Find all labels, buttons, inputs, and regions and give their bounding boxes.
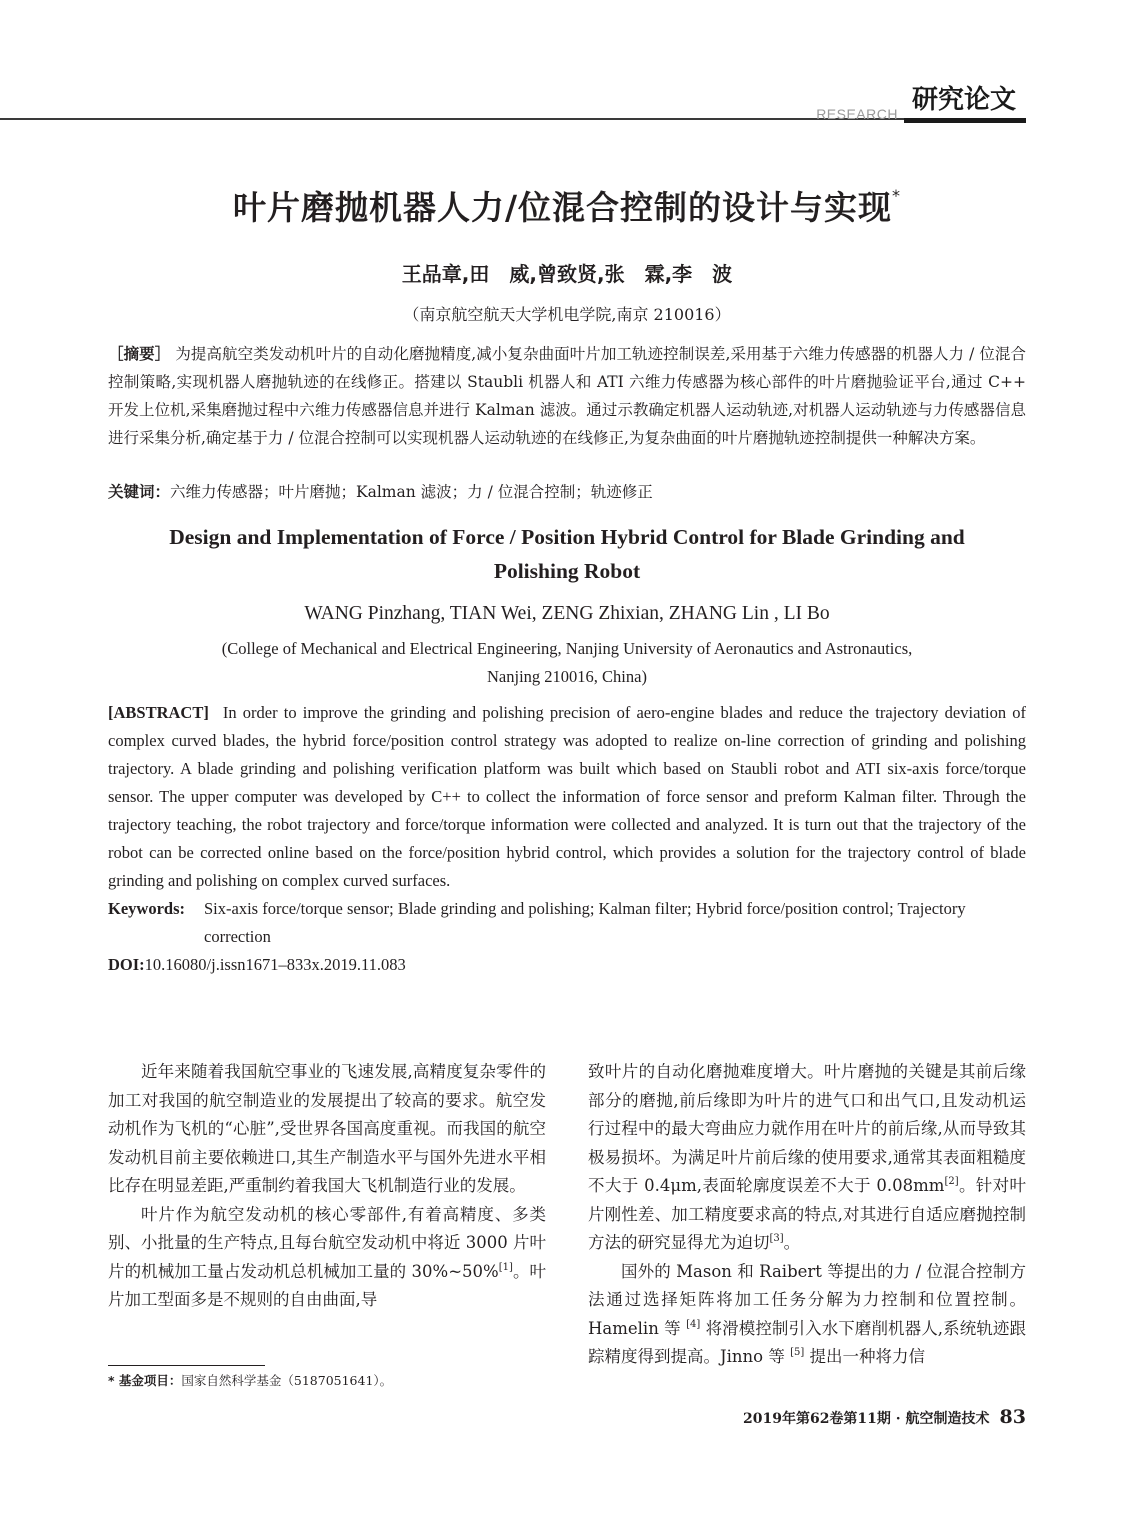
title-en-line2: Polishing Robot	[493, 559, 641, 583]
body-paragraph	[588, 1258, 1026, 1372]
footnote-rule	[108, 1365, 265, 1366]
abstract-en-text: In order to improve the grinding and polishing precision of aero-engine blades and reduce the trajectory deviation of complex curved blades, the hybrid force/position control strategy was adopted to realize on-line correction of grinding and polishing trajectory. A blade grinding and polishing verification platform was built which based on Staubli robot and ATI six-axis force/torque sensor. The upper computer was developed by C++ to collect the information of force sensor and preform Kalman filter. Through the trajectory teaching, the robot trajectory and force/torque information were collected and analyzed. It is turn out that the trajectory of the robot can be corrected online based on the force/position hybrid control, which provides a solution for the trajectory control of blade grinding and polishing on complex curved surfaces.	[108, 703, 1026, 890]
text-run: 致叶片的自动化磨抛难度增大。叶片磨抛的关键是其前后缘部分的磨抛,前后缘即为叶片的进气口和出气口,且发动机运行过程中的最大弯曲应力就作用在叶片的前后缘,从而导致其极易损坏。为满足叶片前后缘的使用要求,通常其表面粗糙度不大于 0.4μm,表面轮廓度误差不大于 0.08mm	[588, 1062, 1026, 1195]
affiliation-cn: （南京航空航天大学机电学院,南京 210016）	[403, 305, 731, 324]
page-footer	[743, 1406, 1026, 1428]
abstract-cn	[108, 340, 1026, 452]
body-paragraph: 近年来随着我国航空事业的飞速发展,高精度复杂零件的加工对我国的航空制造业的发展提出了较高的要求。航空发动机作为飞机的“心脏”,受世界各国高度重视。而我国的航空发动机目前主要依赖进口,其生产制造水平与国外先进水平相比存在明显差距,严重制约着我国大飞机制造行业的发展。	[108, 1062, 546, 1195]
footnote-text: 国家自然科学基金（5187051641）。	[181, 1373, 393, 1388]
footnote-label: * 基金项目：	[108, 1373, 182, 1388]
affiliation-en-line2: Nanjing 210016, China)	[487, 667, 647, 686]
section-label-en: RESEARCH	[816, 106, 898, 122]
abstract-en-label: [ABSTRACT]	[108, 703, 209, 722]
title-text: 叶片磨抛机器人力/位混合控制的设计与实现	[232, 188, 893, 227]
text-run: 叶片作为航空发动机的核心零部件,有着高精度、多类别、小批量的生产特点,且每台航空发动机中将近 3000 片叶片的机械加工量占发动机总机械加工量的 30%~50%	[108, 1204, 546, 1281]
citation-ref[interactable]: [1]	[498, 1261, 513, 1273]
section-label-cn: 研究论文	[904, 84, 1026, 123]
abstract-cn-text: 为提高航空类发动机叶片的自动化磨抛精度,减小复杂曲面叶片加工轨迹控制误差,采用基于六维力传感器的机器人力 / 位混合控制策略,实现机器人磨抛轨迹的在线修正。搭建以 Staubli 机器人和 ATI 六维力传感器为核心部件的叶片磨抛验证平台,通过 C++ 开发上位机,采集磨抛过程中六维力传感器信息并进行 Kalman 滤波。通过示教确定机器人运动轨迹,对机器人运动轨迹与力传感器信息进行采集分析,确定基于力 / 位混合控制可以实现机器人运动轨迹的在线修正,为复杂曲面的叶片磨抛轨迹控制提供一种解决方案。	[108, 345, 1026, 447]
text-run: 提出一种将力信	[804, 1347, 925, 1366]
section-header	[816, 84, 1026, 123]
keywords-cn-text: 六维力传感器；叶片磨抛；Kalman 滤波；力 / 位混合控制；轨迹修正	[170, 483, 653, 501]
authors-en: WANG Pinzhang, TIAN Wei, ZENG Zhixian, ZHANG Lin , LI Bo	[304, 603, 830, 624]
journal-issue: 2019年第62卷第11期 · 航空制造技术	[742, 1411, 990, 1427]
doi-label: DOI:	[108, 955, 145, 974]
body-column-left	[108, 1058, 546, 1315]
authors-cn: 王品章,田 威,曾致贤,张 霖,李 波	[401, 262, 733, 286]
affiliation-en	[108, 635, 1026, 691]
keywords-cn-label: 关键词：	[108, 483, 171, 501]
keywords-en-text: Six-axis force/torque sensor; Blade grinding and polishing; Kalman filter; Hybrid force/position control; Trajectory correction	[204, 899, 966, 946]
text-run: 。叶片加工型面多是不规则的自由曲面,导	[108, 1261, 547, 1309]
text-run: 将滑模控制引入水下磨削机器人,系统轨迹跟踪精度得到提高。Jinno 等	[588, 1318, 1026, 1366]
body-paragraph	[588, 1058, 1026, 1258]
keywords-en	[108, 895, 1026, 951]
title-footnote-mark: *	[892, 186, 902, 205]
text-run: 。	[783, 1233, 801, 1252]
doi	[108, 951, 406, 979]
body-column-right	[588, 1058, 1026, 1372]
keywords-en-label: Keywords:	[108, 899, 185, 918]
page-number: 83	[999, 1406, 1026, 1428]
doi-value[interactable]: 10.16080/j.issn1671–833x.2019.11.083	[144, 955, 406, 974]
citation-ref[interactable]: [5]	[790, 1347, 805, 1358]
abstract-cn-label: ［摘要］	[108, 345, 171, 363]
citation-ref[interactable]: [3]	[769, 1233, 784, 1244]
title-en-line1: Design and Implementation of Force / Position Hybrid Control for Blade Grinding and	[169, 525, 965, 549]
paper-title-en	[108, 520, 1026, 588]
citation-ref[interactable]: [4]	[686, 1318, 701, 1330]
affiliation-en-line1: (College of Mechanical and Electrical Engineering, Nanjing University of Aeronautics and Astronautics,	[221, 639, 913, 658]
abstract-en	[108, 699, 1026, 895]
citation-ref[interactable]: [2]	[944, 1176, 959, 1187]
text-run: 国外的 Mason 和 Raibert 等提出的力 / 位混合控制方法通过选择矩阵将加工任务分解为力控制和位置控制。Hamelin 等	[588, 1261, 1026, 1338]
keywords-cn	[108, 478, 1026, 506]
paper-title-cn	[0, 182, 1134, 229]
text-run: 。针对叶片刚性差、加工精度要求高的特点,对其进行自适应磨抛控制方法的研究显得尤为迫切	[588, 1176, 1026, 1252]
funding-footnote	[108, 1371, 392, 1391]
body-paragraph	[108, 1201, 546, 1315]
